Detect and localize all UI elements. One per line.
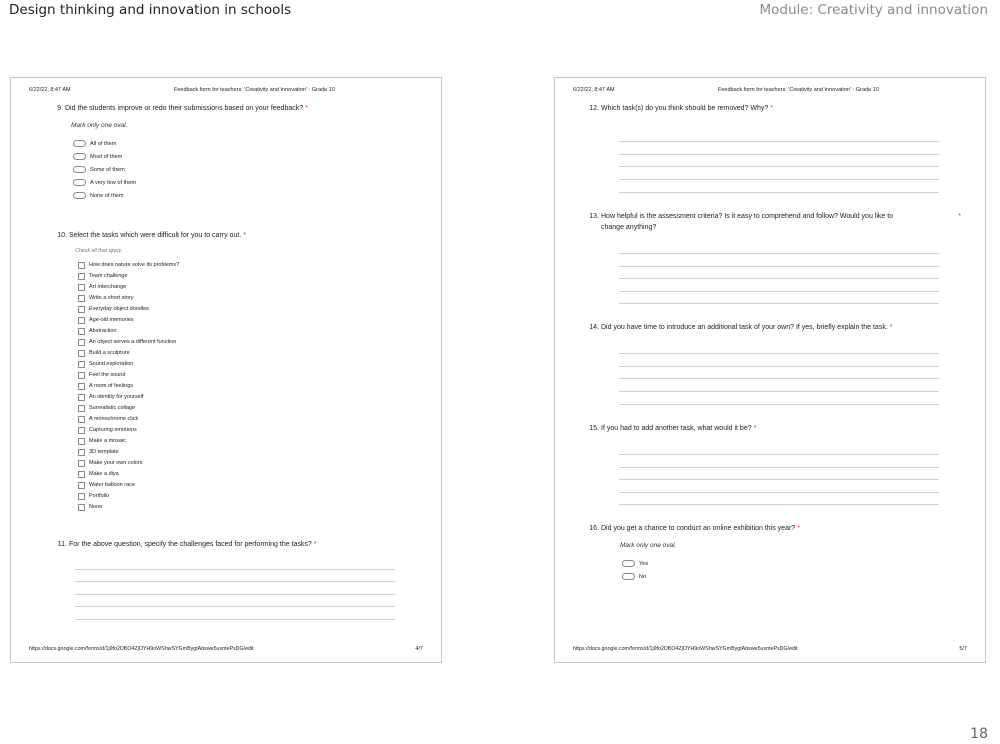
page-date: 6/22/22, 8:47 AM: [29, 87, 71, 93]
required-marker: *: [753, 425, 757, 432]
radio-option-no[interactable]: No: [622, 572, 646, 581]
answer-line: [619, 141, 939, 142]
required-marker: *: [243, 232, 246, 239]
answer-line: [75, 581, 395, 582]
answer-line: [75, 619, 395, 620]
checkbox[interactable]: [78, 306, 85, 313]
question-text: For the above question, specify the challenges faced for performing the tasks?: [69, 541, 312, 548]
answer-line: [619, 504, 939, 505]
answer-line: [619, 479, 939, 480]
checkbox-option[interactable]: Write a short story: [78, 294, 134, 302]
checkbox[interactable]: [78, 394, 85, 401]
checkbox[interactable]: [78, 262, 85, 269]
checkbox-option[interactable]: Sound exploration: [78, 360, 133, 368]
radio-oval[interactable]: [73, 179, 86, 186]
radio-option[interactable]: Most of them: [73, 152, 122, 161]
answer-line: [619, 253, 939, 254]
answer-line: [619, 492, 939, 493]
radio-option[interactable]: None of them: [73, 191, 124, 200]
answer-line: [619, 454, 939, 455]
question-number: 16.: [589, 525, 599, 532]
question-text: How helpful is the assessment criteria? Is it easy to comprehend and follow? Would you like to: [601, 213, 894, 220]
answer-line: [75, 569, 395, 570]
answer-line: [75, 594, 395, 595]
answer-line: [619, 303, 939, 304]
answer-line: [619, 366, 939, 367]
checkbox-option[interactable]: None: [78, 503, 102, 511]
checkbox[interactable]: [78, 460, 85, 467]
radio-option[interactable]: A very few of them: [73, 178, 136, 187]
checkbox[interactable]: [78, 339, 85, 346]
answer-line: [619, 404, 939, 405]
checkbox[interactable]: [78, 493, 85, 500]
question-text: Did the students improve or redo their submissions based on your feedback?: [65, 105, 304, 112]
answer-line: [619, 266, 939, 267]
question-12: [581, 104, 961, 116]
form-page-right: [554, 77, 986, 663]
module-label: Module: Creativity and innovation: [759, 2, 988, 18]
slide-number: 18: [970, 726, 988, 742]
checkbox[interactable]: [78, 317, 85, 324]
checkbox-option[interactable]: Water balloon race: [78, 481, 135, 489]
question-text: If you had to add another task, what would it be?: [601, 425, 752, 432]
checkbox-option[interactable]: Art interchange: [78, 283, 126, 291]
checkbox-option[interactable]: Surrealistic collage: [78, 404, 135, 412]
required-marker: *: [313, 541, 317, 548]
radio-oval[interactable]: [73, 192, 86, 199]
answer-line: [619, 391, 939, 392]
checkbox[interactable]: [78, 416, 85, 423]
answer-line: [619, 154, 939, 155]
question-number: 10.: [57, 232, 67, 239]
question-9: [45, 104, 425, 116]
answer-line: [619, 467, 939, 468]
checkbox[interactable]: [78, 438, 85, 445]
checkbox-option[interactable]: Capturing emotions: [78, 426, 137, 434]
checkbox-option[interactable]: A room of feelings: [78, 382, 133, 390]
required-marker: *: [797, 525, 800, 532]
slide-title: Design thinking and innovation in schools: [9, 2, 292, 18]
page-url: https://docs.google.com/forms/d/1j9fo2DBO4ZjOYH9oWShwSYGmBygtAbswe5uxmePsDG/edit: [573, 646, 798, 652]
page-header-title: Feedback form for teachers: 'Creativity and Innovation' - Grade 10: [174, 87, 335, 93]
page-url: https://docs.google.com/forms/d/1j9fo2DBO4ZjOYH9oWShwSYGmBygtAbswe5uxmePsDG/edit: [29, 646, 254, 652]
radio-option[interactable]: Some of them: [73, 165, 125, 174]
checkbox[interactable]: [78, 284, 85, 291]
answer-line: [619, 192, 939, 193]
checkbox-option[interactable]: 3D template: [78, 448, 119, 456]
question-number: 15.: [589, 425, 599, 432]
checkbox-option[interactable]: An object serves a different function: [78, 338, 176, 346]
page-header-title: Feedback form for teachers: 'Creativity and Innovation' - Grade 10: [718, 87, 879, 93]
checkbox[interactable]: [78, 295, 85, 302]
question-13: [581, 212, 961, 234]
question-number: 11.: [57, 541, 67, 548]
question-hint: Mark only one oval.: [71, 122, 128, 129]
question-14: [581, 323, 961, 335]
answer-line: [619, 378, 939, 379]
radio-option[interactable]: All of them: [73, 139, 116, 148]
question-number: 9.: [57, 105, 63, 112]
answer-line: [619, 353, 939, 354]
checkbox-option[interactable]: How does nature solve its problems?: [78, 261, 179, 269]
radio-oval[interactable]: [622, 560, 635, 567]
checkbox[interactable]: [78, 427, 85, 434]
checkbox[interactable]: [78, 449, 85, 456]
checkbox-option[interactable]: Abstraction: [78, 327, 117, 335]
checkbox-option[interactable]: An identity for yourself: [78, 393, 143, 401]
checkbox-option[interactable]: Make a diya: [78, 470, 119, 478]
checkbox[interactable]: [78, 482, 85, 489]
checkbox[interactable]: [78, 372, 85, 379]
checkbox[interactable]: [78, 361, 85, 368]
checkbox-option[interactable]: Portfolio: [78, 492, 109, 500]
checkbox-option[interactable]: Everyday object doodles: [78, 305, 149, 313]
question-10: [49, 231, 429, 243]
checkbox-option[interactable]: Make a mosaic: [78, 437, 126, 445]
question-number: 13.: [589, 213, 599, 220]
form-page-left: [10, 77, 442, 663]
answer-line: [619, 278, 939, 279]
checkbox-option[interactable]: A monochrome click: [78, 415, 138, 423]
question-15: [581, 424, 961, 436]
question-text: Did you get a chance to conduct an online exhibition this year?: [601, 525, 796, 532]
page-number: 5/7: [959, 646, 967, 652]
answer-line: [619, 179, 939, 180]
question-number: 14.: [589, 324, 599, 331]
question-number: 12.: [589, 105, 599, 112]
checkbox[interactable]: [78, 350, 85, 357]
radio-oval[interactable]: [73, 140, 86, 147]
checkbox-option[interactable]: Build a sculpture: [78, 349, 130, 357]
required-marker: *: [305, 105, 308, 112]
question-16: [581, 524, 961, 536]
question-11: [49, 540, 429, 552]
checkbox[interactable]: [78, 504, 85, 511]
checkbox[interactable]: [78, 273, 85, 280]
radio-oval[interactable]: [622, 573, 635, 580]
checkbox[interactable]: [78, 405, 85, 412]
question-text: Did you have time to introduce an additional task of your own? If yes, briefly explain the task.: [601, 324, 888, 331]
page-date: 6/22/22, 8:47 AM: [573, 87, 615, 93]
required-marker: *: [770, 105, 773, 112]
checkbox-option[interactable]: Make your own colors: [78, 459, 143, 467]
required-marker: *: [958, 213, 961, 220]
checkbox[interactable]: [78, 471, 85, 478]
page-number: 4/7: [415, 646, 423, 652]
question-hint: Check all that apply.: [75, 248, 123, 254]
question-text: Which task(s) do you think should be removed? Why?: [601, 105, 769, 112]
checkbox-option[interactable]: Feel the sound: [78, 371, 125, 379]
question-text-continued: change anything?: [601, 223, 657, 231]
answer-line: [619, 291, 939, 292]
radio-oval[interactable]: [73, 153, 86, 160]
question-text: Select the tasks which were difficult for you to carry out.: [69, 232, 242, 239]
checkbox[interactable]: [78, 328, 85, 335]
checkbox[interactable]: [78, 383, 85, 390]
answer-line: [619, 166, 939, 167]
required-marker: *: [889, 324, 893, 331]
radio-oval[interactable]: [73, 166, 86, 173]
radio-option-yes[interactable]: Yes: [622, 559, 648, 568]
question-hint: Mark only one oval.: [620, 542, 677, 549]
checkbox-option[interactable]: Age-old memories: [78, 316, 134, 324]
checkbox-option[interactable]: Team challenge: [78, 272, 128, 280]
answer-line: [75, 606, 395, 607]
